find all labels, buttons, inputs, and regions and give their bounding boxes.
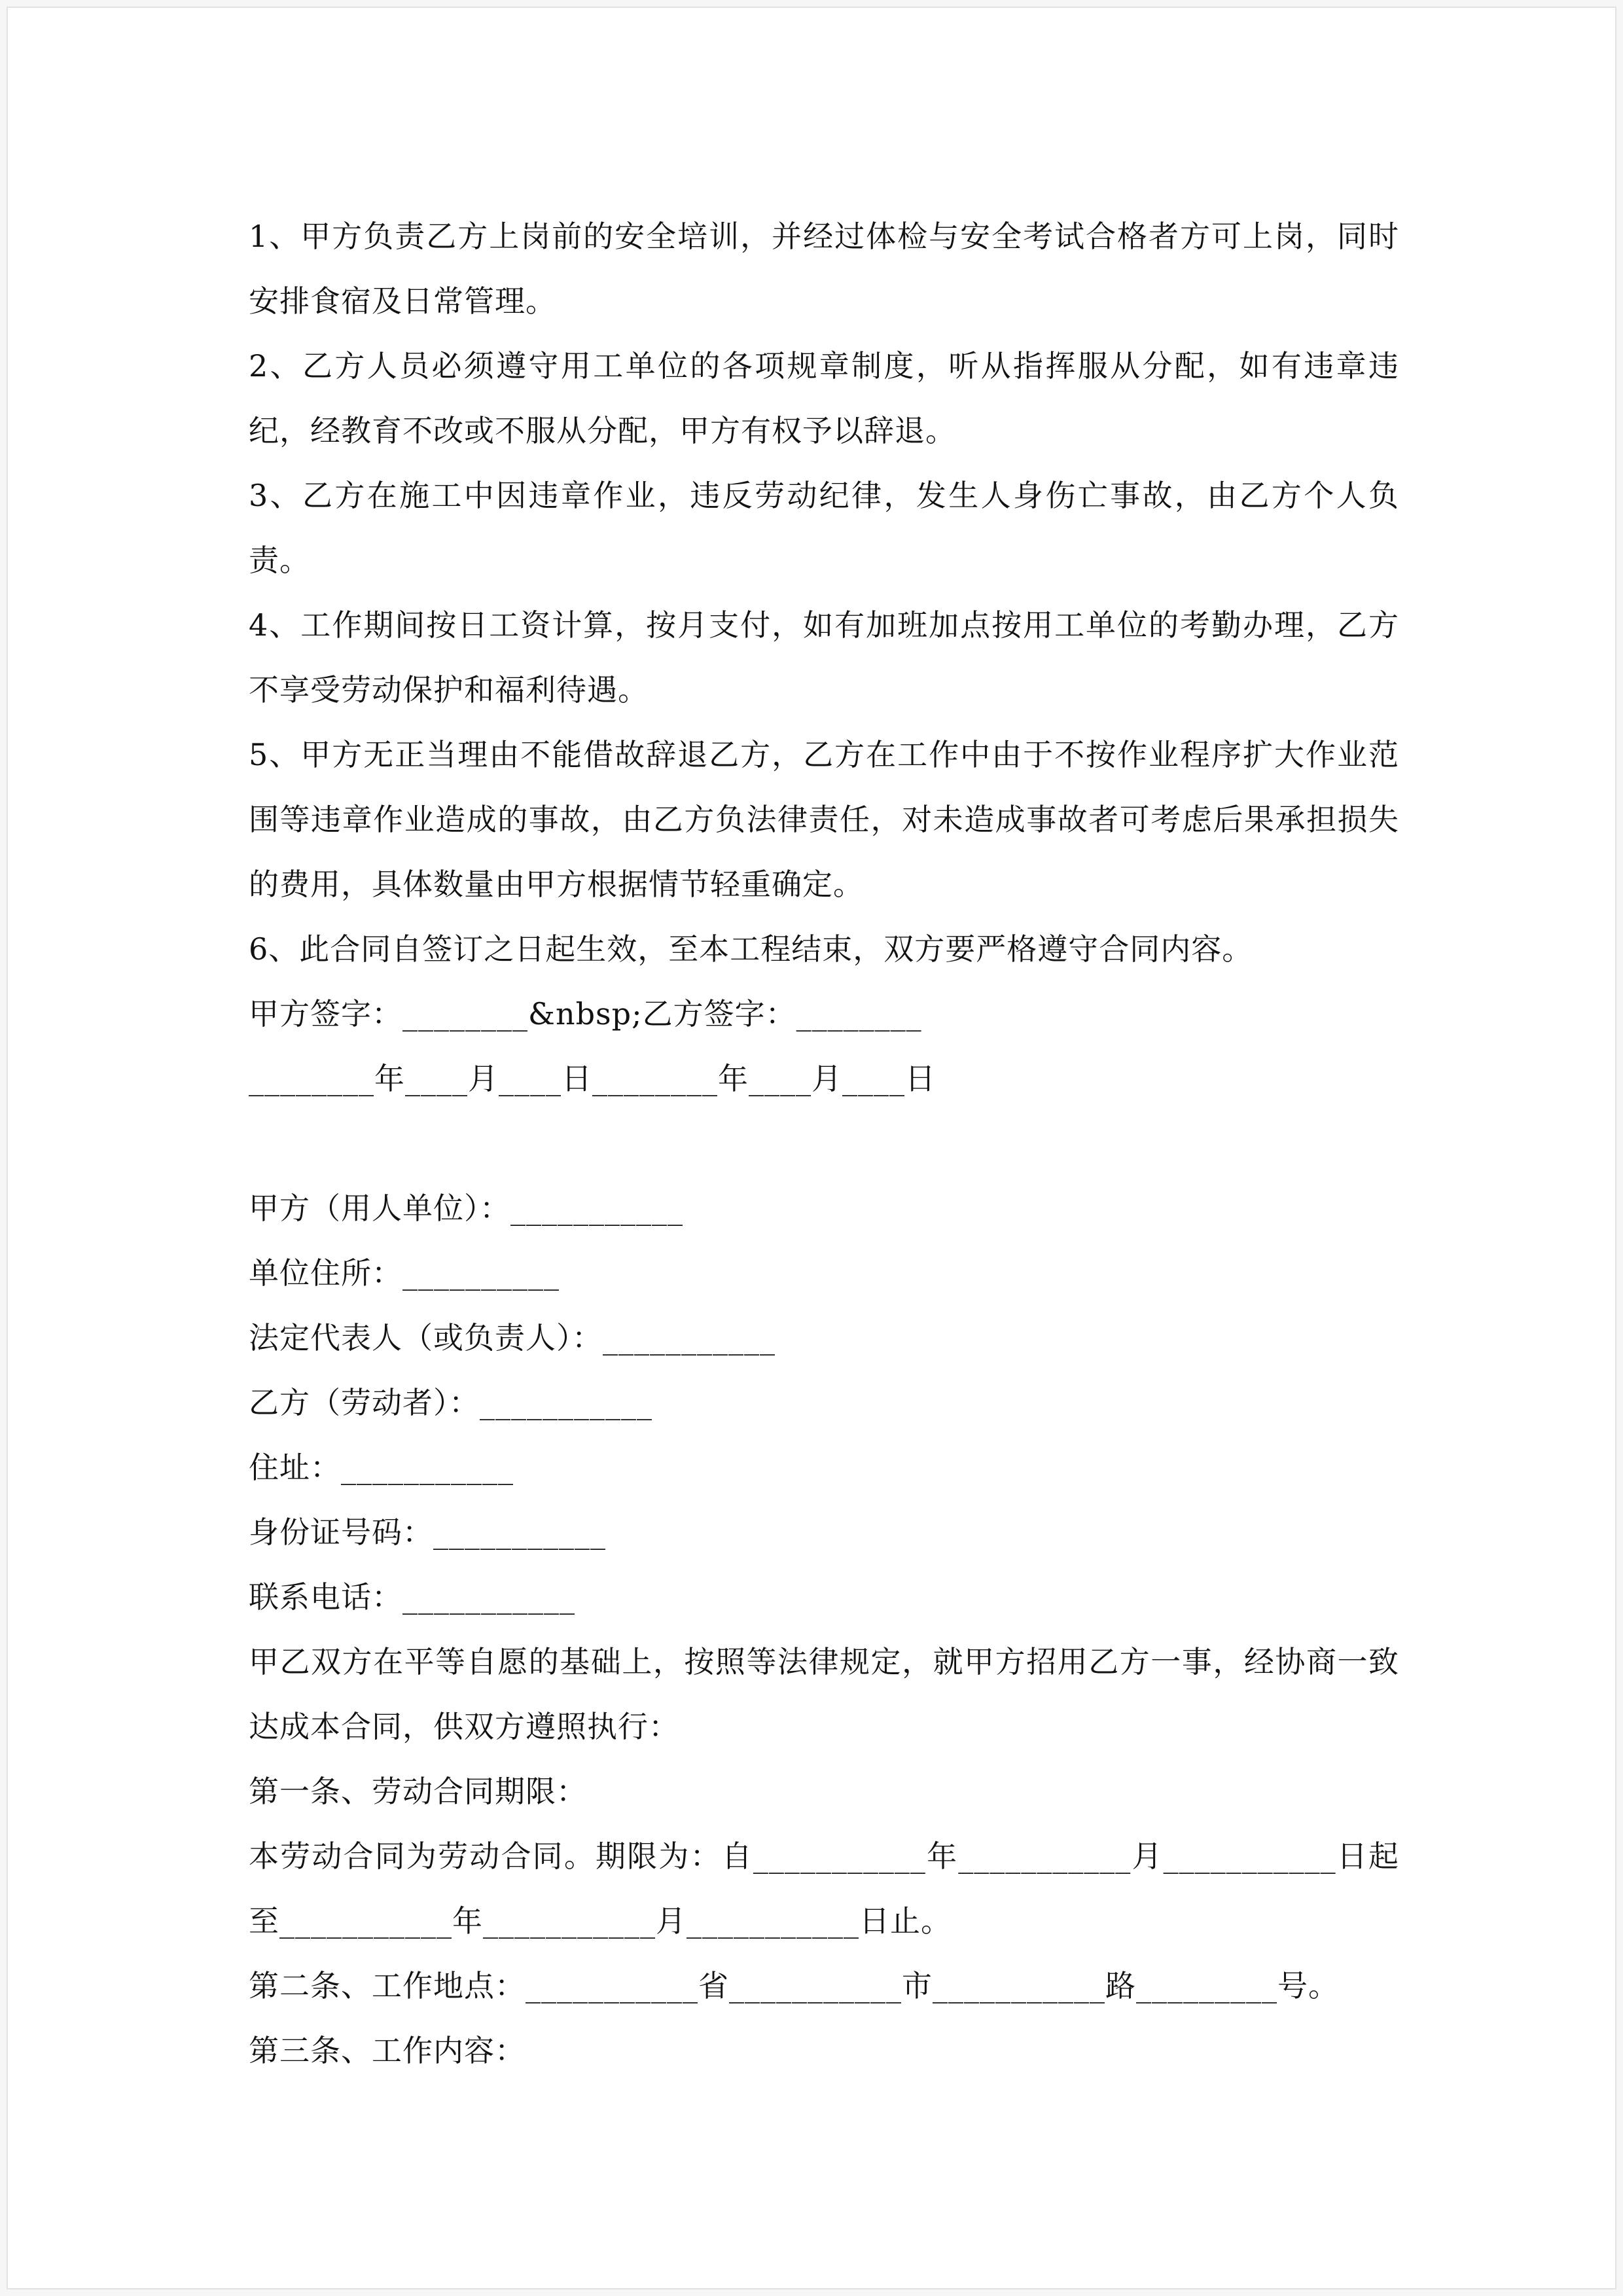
contract-document bbox=[249, 204, 1399, 2083]
clause-paragraph-3: 3、乙方在施工中因违章作业，违反劳动纪律，发生人身伤亡事故，由乙方个人负责。 bbox=[249, 478, 1399, 578]
article-1-heading: 第一条、劳动合同期限： bbox=[249, 1774, 587, 1809]
contract-page bbox=[7, 7, 1616, 2289]
clause-paragraph-1: 1、甲方负责乙方上岗前的安全培训，并经过体检与安全考试合格者方可上岗，同时安排食宿及日常管理。 bbox=[249, 219, 1399, 319]
clause-paragraph-5: 5、甲方无正当理由不能借故辞退乙方，乙方在工作中由于不按作业程序扩大作业范围等违章作业造成的事故，由乙方负法律责任，对未造成事故者可考虑后果承担损失的费用，具体数量由甲方根据情节轻重确定。 bbox=[249, 737, 1399, 902]
party-field-legal-representative: 法定代表人（或负责人）：___________ bbox=[249, 1320, 776, 1355]
party-field-id-number: 身份证号码：___________ bbox=[249, 1515, 606, 1550]
article-3-heading: 第三条、工作内容： bbox=[249, 2033, 526, 2068]
clause-paragraph-4: 4、工作期间按日工资计算，按月支付，如有加班加点按用工单位的考勤办理，乙方不享受劳动保护和福利待遇。 bbox=[249, 607, 1399, 708]
party-field-phone: 联系电话：___________ bbox=[249, 1579, 575, 1615]
party-field-residence: 住址：___________ bbox=[249, 1450, 514, 1485]
party-field-employer: 甲方（用人单位）：___________ bbox=[249, 1191, 683, 1226]
article-1-body: 本劳动合同为劳动合同。期限为：自___________年___________月___________日起至___________年___________月___________日止。 bbox=[249, 1839, 1399, 1939]
preamble-paragraph: 甲乙双方在平等自愿的基础上，按照等法律规定，就甲方招用乙方一事，经协商一致达成本合同，供双方遵照执行： bbox=[249, 1644, 1399, 1744]
signature-line: 甲方签字：________&nbsp;乙方签字：________ bbox=[249, 996, 922, 1031]
date-line: ________年____月____日________年____月____日 bbox=[249, 1061, 936, 1096]
party-field-address: 单位住所：__________ bbox=[249, 1255, 560, 1291]
article-2-line: 第二条、工作地点：___________省___________市___________路_________号。 bbox=[249, 1968, 1339, 2003]
clause-paragraph-6: 6、此合同自签订之日起生效，至本工程结束，双方要严格遵守合同内容。 bbox=[249, 931, 1253, 967]
clause-paragraph-2: 2、乙方人员必须遵守用工单位的各项规章制度，听从指挥服从分配，如有违章违纪，经教育不改或不服从分配，甲方有权予以辞退。 bbox=[249, 348, 1399, 448]
party-field-employee: 乙方（劳动者）：___________ bbox=[249, 1385, 652, 1420]
